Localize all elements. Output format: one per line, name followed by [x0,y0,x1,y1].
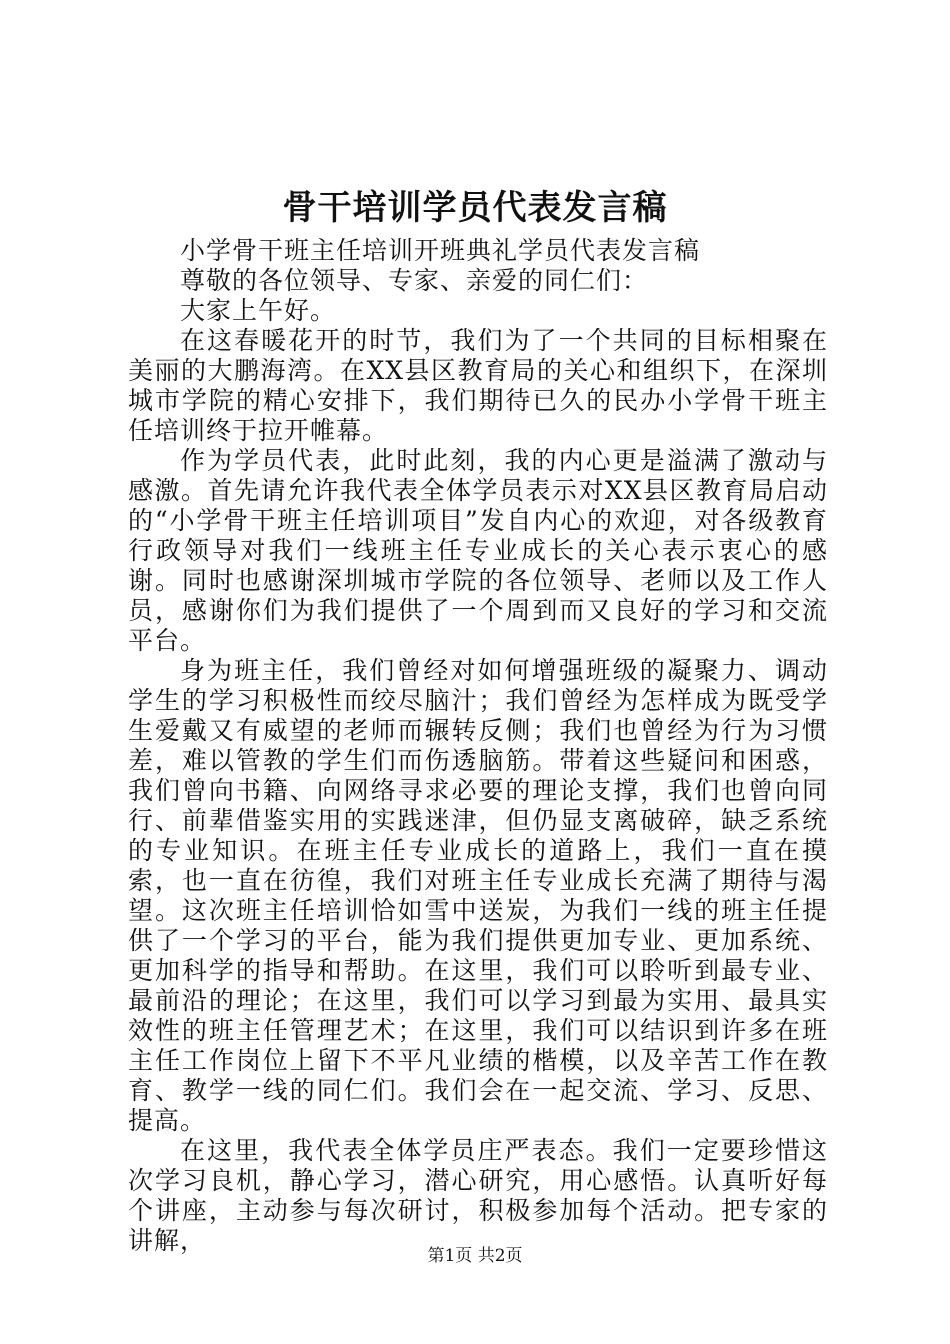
document-title: 骨干培训学员代表发言稿 [282,188,668,228]
paragraph-pledge: 在这里，我代表全体学员庄严表态。我们一定要珍惜这次学习良机，静心学习，潜心研究，用心感悟。认真听好每个讲座，主动参与每次研讨，积极参加每个活动。把专家的讲解， [128,1136,828,1255]
paragraph-salutation: 尊敬的各位领导、专家、亲爱的同仁们： [180,266,649,295]
paragraph-thanks: 作为学员代表，此时此刻，我的内心更是溢满了激动与感激。首先请允许我代表全体学员表示对XX县区教育局启动的“小学骨干班主任培训项目”发自内心的欢迎，对各级教育行政领导对我们一线班主任专业成长的关心表示衷心的感谢。同时也感谢深圳城市学院的各位领导、老师以及工作人员，感谢你们为我们提供了一个周到而又良好的学习和交流平台。 [128,446,828,655]
paragraph-reflection: 身为班主任，我们曾经对如何增强班级的凝聚力、调动学生的学习积极性而绞尽脑汁；我们曾经为怎样成为既受学生爱戴又有威望的老师而辗转反侧；我们也曾经为行为习惯差，难以管教的学生们而伤透脑筋。带着这些疑问和困惑，我们曾向书籍、向网络寻求必要的理论支撑，我们也曾向同行、前辈借鉴实用的实践迷津，但仍显支离破碎，缺乏系统的专业知识。在班主任专业成长的道路上，我们一直在摸索，也一直在彷徨，我们对班主任专业成长充满了期待与渴望。这次班主任培训恰如雪中送炭，为我们一线的班主任提供了一个学习的平台，能为我们提供更加专业、更加系统、更加科学的指导和帮助。在这里，我们可以聆听到最专业、最前沿的理论；在这里，我们可以学习到最为实用、最具实效性的班主任管理艺术；在这里，我们可以结识到许多在班主任工作岗位上留下不平凡业绩的楷模，以及辛苦工作在教育、教学一线的同仁们。我们会在一起交流、学习、反思、提高。 [128,656,828,1135]
document-body [128,236,828,1256]
paragraph-subtitle: 小学骨干班主任培训开班典礼学员代表发言稿 [180,236,701,265]
paragraph-greeting: 大家上午好。 [180,296,337,325]
paragraph-intro: 在这春暖花开的时节，我们为了一个共同的目标相聚在美丽的大鹏海湾。在XX县区教育局的关心和组织下，在深圳城市学院的精心安排下，我们期待已久的民办小学骨干班主任培训终于拉开帷幕。 [128,326,828,445]
page-footer: 第1页 共2页 [427,1246,523,1266]
